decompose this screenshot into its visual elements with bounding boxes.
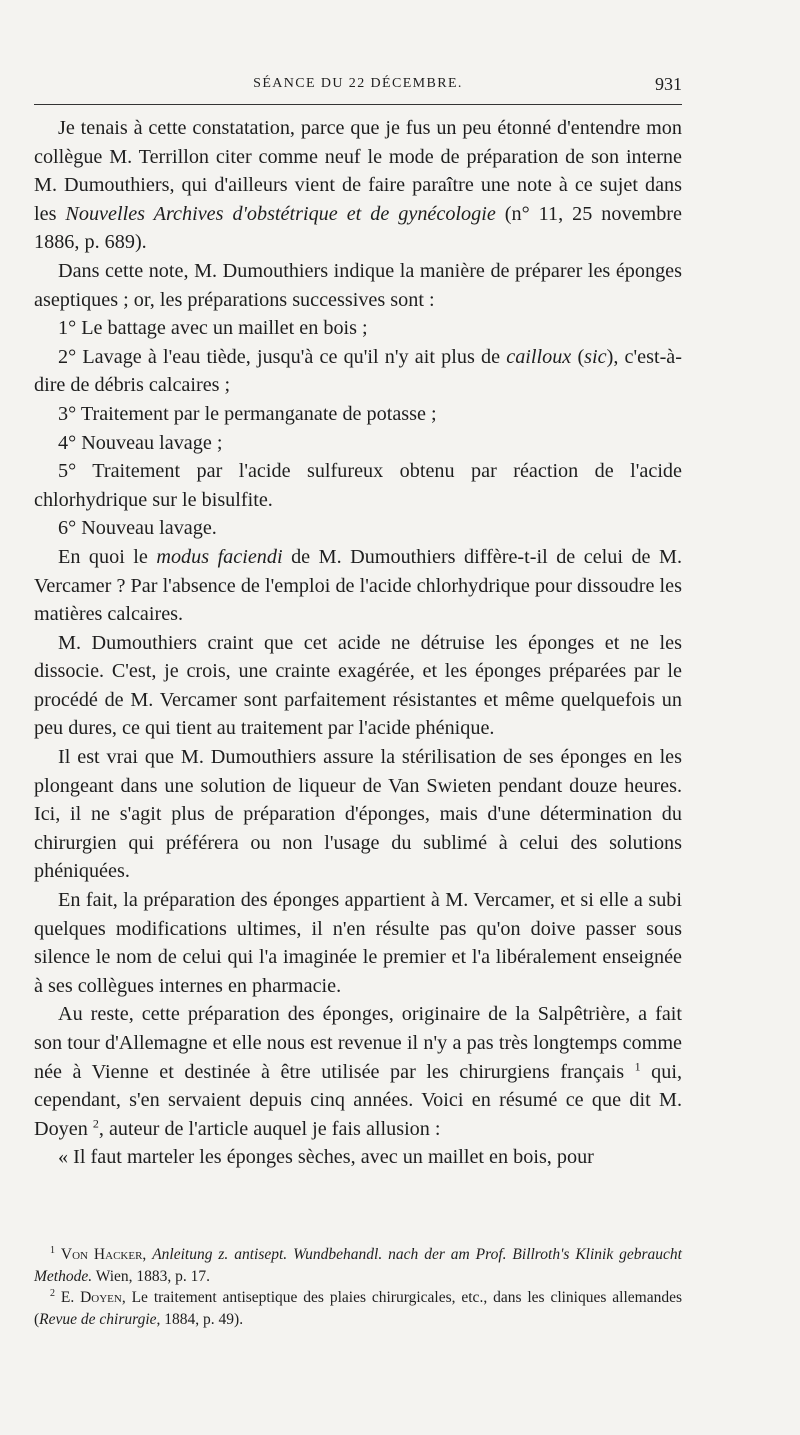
paragraph: « Il faut marteler les éponges sèches, avec un maillet en bois, pour <box>58 1146 594 1169</box>
page-number: 931 <box>655 74 682 94</box>
list-item: 2° Lavage à l'eau tiède, jusqu'à ce qu'il n'y ait plus de cailloux (sic), c'est-à-dire de débris calcaires ; <box>34 345 682 397</box>
running-title: SÉANCE DU 22 DÉCEMBRE. <box>253 76 463 91</box>
body-text <box>34 114 682 1172</box>
footnote-author: Von Hacker <box>60 1246 143 1263</box>
footnote-author: E. Doyen <box>60 1289 122 1306</box>
list-item: 4° Nouveau lavage ; <box>58 431 223 454</box>
list-item: 1° Le battage avec un maillet en bois ; <box>58 317 368 340</box>
header-rule <box>34 104 682 105</box>
paragraph: Je tenais à cette constatation, parce que je fus un peu étonné d'entendre mon collègue M. Terrillon citer comme neuf le mode de préparation de son interne M. Dumouthiers, qui d'ailleurs vient de faire paraître une note à ce sujet dans les Nouvelles Archives d'obstétrique et de gynécologie (n° 11, 25 novembre 1886, p. 689). <box>34 117 682 254</box>
paragraph: M. Dumouthiers craint que cet acide ne détruise les éponges et ne les dissocie. C'est, je crois, une crainte exagérée, et les éponges préparées par le procédé de M. Vercamer sont parfaitement résistantes et même quelquefois un peu dures, ce qui tient au traitement par l'acide phénique. <box>34 631 682 740</box>
footnotes <box>34 1244 682 1330</box>
footnote-ref: 2 <box>92 1116 99 1131</box>
paragraph: Dans cette note, M. Dumouthiers indique la manière de préparer les éponges aseptiques ; or, les préparations successives sont : <box>34 259 682 311</box>
list-item: 5° Traitement par l'acide sulfureux obtenu par réaction de l'acide chlorhydrique sur le bisulfite. <box>34 460 682 511</box>
paragraph: Il est vrai que M. Dumouthiers assure la stérilisation de ses éponges en les plongeant dans une solution de liqueur de Van Swieten pendant douze heures. Ici, il ne s'agit plus de préparation d'éponges, mais d'une détermination du chirurgien qui préférera ou non l'usage du sublimé à celui des solutions phéniquées. <box>34 746 682 883</box>
page-header <box>34 74 682 100</box>
paragraph: En fait, la préparation des éponges appartient à M. Vercamer, et si elle a subi quelques modifications ultimes, il n'en résulte pas qu'on doive passer sous silence le nom de celui qui l'a imaginée le premier et l'a libéralement enseignée à ses collègues internes en pharmacie. <box>34 889 682 997</box>
list-item: 6° Nouveau lavage. <box>58 517 217 540</box>
footnote-ref: 1 <box>634 1058 641 1073</box>
footnote: $^1$ Von Hacker, Anleitung z. antisept. Wundbehandl. nach der am Prof. Billroth's Klinik gebraucht Methode. Wien, 1883, p. 17. <box>34 1244 682 1285</box>
list-item: 3° Traitement par le permanganate de potasse ; <box>58 402 437 425</box>
paragraph: En quoi le modus faciendi de M. Dumouthiers diffère-t-il de celui de M. Vercamer ? Par l'absence de l'emploi de l'acide chlorhydrique pour dissoudre les matières calcaires. <box>34 545 682 626</box>
journal-title: Nouvelles Archives d'obstétrique et de gynécologie <box>65 202 496 225</box>
paragraph: Au reste, cette préparation des éponges, originaire de la Salpêtrière, a fait son tour d'Allemagne et elle nous est revenue il n'y a pas très longtemps comme née à Vienne et destinée à être utilisée par les chirurgiens français $^1$ qui, cependant, s'en servaient depuis cinq années. Voici en résumé ce que dit M. Doyen $^2$, auteur de l'article auquel je fais allusion : <box>34 1003 682 1140</box>
footnote: $^2$ E. Doyen, Le traitement antiseptique des plaies chirurgicales, etc., dans les cliniques allemandes (Revue de chirurgie, 1884, p. 49). <box>34 1287 682 1328</box>
